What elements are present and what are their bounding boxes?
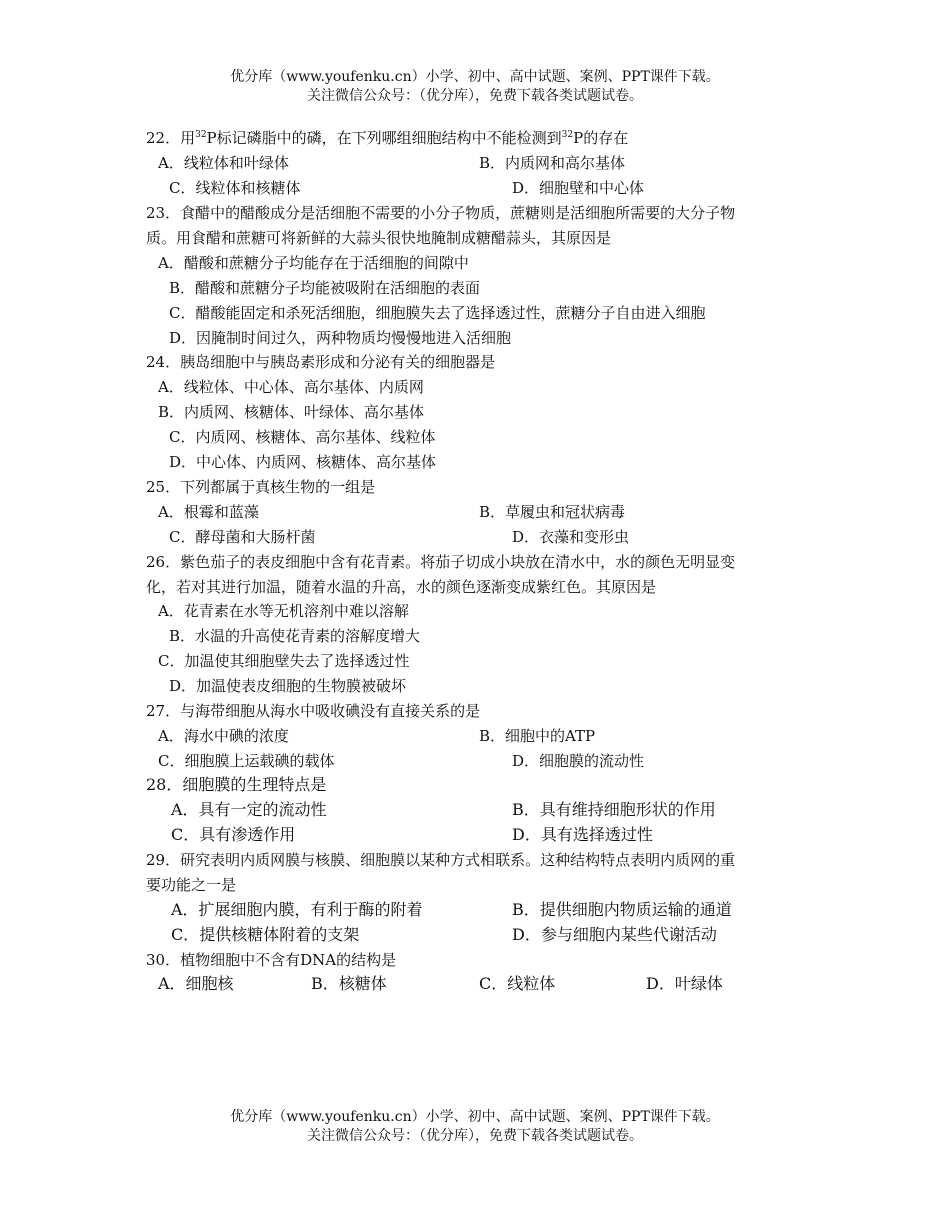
question-24-stem: 24．胰岛细胞中与胰岛素形成和分泌有关的细胞器是 bbox=[146, 353, 496, 371]
question-24-option-a: A．线粒体、中心体、高尔基体、内质网 bbox=[158, 378, 424, 396]
page-header bbox=[0, 68, 950, 106]
question-23-option-a: A．醋酸和蔗糖分子均能存在于活细胞的间隙中 bbox=[158, 254, 469, 272]
question-26-option-b: B．水温的升高使花青素的溶解度增大 bbox=[169, 627, 421, 645]
question-25-option-a: A．根霉和蓝藻 bbox=[158, 503, 259, 521]
question-27-option-c: C．细胞膜上运载碘的载体 bbox=[158, 752, 335, 770]
question-25-option-b: B．草履虫和冠状病毒 bbox=[479, 503, 626, 521]
question-27-option-a: A．海水中碘的浓度 bbox=[158, 727, 289, 745]
question-22-option-b: B．内质网和高尔基体 bbox=[479, 154, 626, 172]
question-29-option-d: D．参与细胞内某些代谢活动 bbox=[512, 925, 717, 944]
question-22-stem: 22．用$^{32}$P标记磷脂中的磷，在下列哪组细胞结构中不能检测到$^{32}$P的存在 bbox=[146, 129, 629, 147]
question-29-stem-line-2: 要功能之一是 bbox=[146, 876, 237, 894]
question-28-option-b: B．具有维持细胞形状的作用 bbox=[512, 800, 716, 819]
question-26-stem-line-2: 化，若对其进行加温，随着水温的升高，水的颜色逐渐变成紫红色。其原因是 bbox=[146, 578, 657, 596]
question-27-option-d: D．细胞膜的流动性 bbox=[512, 752, 645, 770]
question-26-option-c: C．加温使其细胞壁失去了选择透过性 bbox=[158, 652, 410, 670]
question-26-option-d: D．加温使表皮细胞的生物膜被破坏 bbox=[169, 677, 407, 695]
question-22-option-a: A．线粒体和叶绿体 bbox=[158, 154, 289, 172]
question-29-stem-line-1: 29．研究表明内质网膜与核膜、细胞膜以某种方式相联系。这种结构特点表明内质网的重 bbox=[146, 851, 736, 869]
question-29-option-a: A．扩展细胞内膜，有利于酶的附着 bbox=[171, 900, 423, 919]
question-24-option-c: C．内质网、核糖体、高尔基体、线粒体 bbox=[169, 428, 436, 446]
question-27-stem: 27．与海带细胞从海水中吸收碘没有直接关系的是 bbox=[146, 702, 481, 720]
header-line-2: 关注微信公众号：（优分库），免费下载各类试题试卷。 bbox=[307, 88, 643, 104]
question-27-option-b: B．细胞中的ATP bbox=[479, 727, 596, 745]
question-28-stem: 28．细胞膜的生理特点是 bbox=[146, 775, 327, 794]
question-25-option-d: D．衣藻和变形虫 bbox=[512, 528, 630, 546]
page-footer bbox=[0, 1108, 950, 1146]
question-26-stem-line-1: 26．紫色茄子的表皮细胞中含有花青素。将茄子切成小块放在清水中，水的颜色无明显变 bbox=[146, 553, 736, 571]
footer-line-2: 关注微信公众号：（优分库），免费下载各类试题试卷。 bbox=[307, 1128, 643, 1144]
question-30-option-a: A．细胞核 bbox=[158, 974, 234, 993]
question-22-option-d: D．细胞壁和中心体 bbox=[512, 179, 645, 197]
question-23-option-d: D．因腌制时间过久，两种物质均慢慢地进入活细胞 bbox=[169, 329, 512, 347]
question-25-stem: 25．下列都属于真核生物的一组是 bbox=[146, 478, 376, 496]
question-26-option-a: A．花青素在水等无机溶剂中难以溶解 bbox=[158, 602, 409, 620]
question-29-option-c: C．提供核糖体附着的支架 bbox=[171, 925, 360, 944]
header-line-1: 优分库（www.youfenku.cn）小学、初中、高中试题、案例、PPT课件下载。 bbox=[230, 69, 720, 85]
question-23-stem-line-2: 质。用食醋和蔗糖可将新鲜的大蒜头很快地腌制成糖醋蒜头，其原因是 bbox=[146, 229, 612, 247]
question-28-option-c: C．具有渗透作用 bbox=[171, 825, 296, 844]
question-23-option-c: C．醋酸能固定和杀死活细胞，细胞膜失去了选择透过性，蔗糖分子自由进入细胞 bbox=[169, 304, 706, 322]
question-30-option-c: C．线粒体 bbox=[479, 974, 556, 993]
question-22-option-c: C．线粒体和核糖体 bbox=[169, 179, 301, 197]
question-30-stem: 30．植物细胞中不含有DNA的结构是 bbox=[146, 951, 397, 969]
question-29-option-b: B．提供细胞内物质运输的通道 bbox=[512, 900, 732, 919]
question-25-option-c: C．酵母菌和大肠杆菌 bbox=[169, 528, 316, 546]
question-30-option-b: B．核糖体 bbox=[311, 974, 387, 993]
question-24-option-d: D．中心体、内质网、核糖体、高尔基体 bbox=[169, 453, 437, 471]
question-23-stem-line-1: 23．食醋中的醋酸成分是活细胞不需要的小分子物质，蔗糖则是活细胞所需要的大分子物 bbox=[146, 204, 736, 222]
question-30-option-d: D．叶绿体 bbox=[646, 974, 723, 993]
question-24-option-b: B．内质网、核糖体、叶绿体、高尔基体 bbox=[158, 403, 425, 421]
footer-line-1: 优分库（www.youfenku.cn）小学、初中、高中试题、案例、PPT课件下载。 bbox=[230, 1109, 720, 1125]
question-28-option-d: D．具有选择透过性 bbox=[512, 825, 653, 844]
question-28-option-a: A．具有一定的流动性 bbox=[171, 800, 327, 819]
question-23-option-b: B．醋酸和蔗糖分子均能被吸附在活细胞的表面 bbox=[169, 279, 481, 297]
